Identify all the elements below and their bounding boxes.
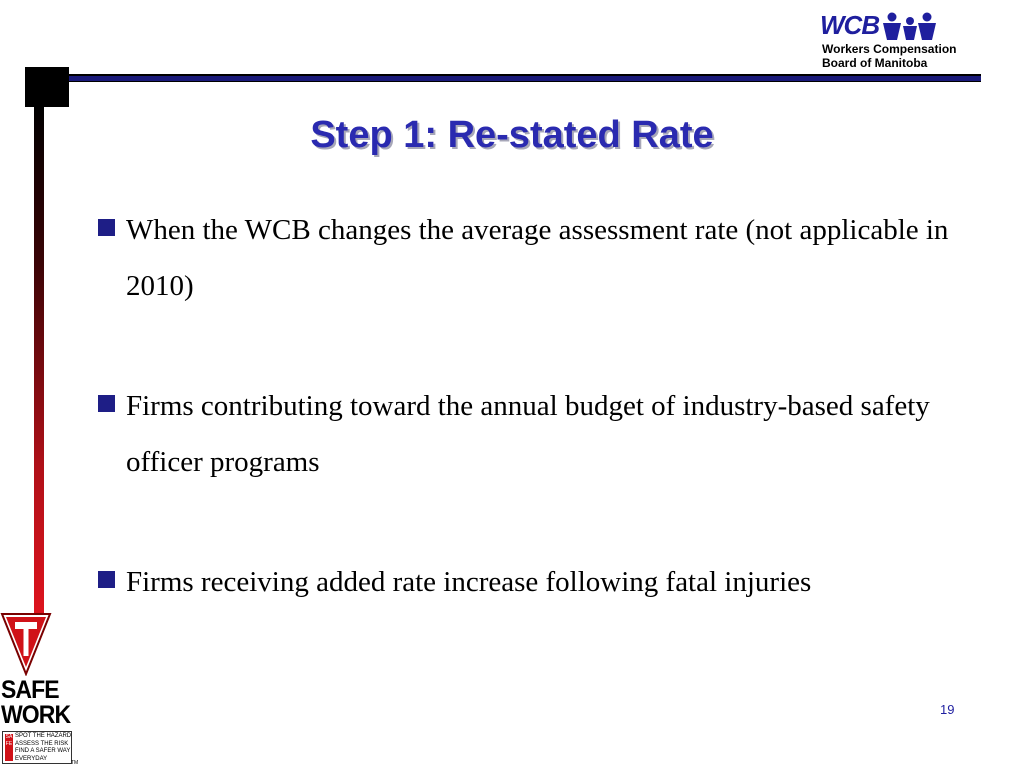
tagline-line: EVERYDAY xyxy=(15,755,48,762)
trademark-mark: TM xyxy=(71,760,79,766)
square-bullet-icon xyxy=(98,395,115,412)
corner-square xyxy=(25,67,69,107)
wcb-logo-mark: WCB xyxy=(820,10,880,40)
safe-work-word-safe: SAFE xyxy=(1,676,59,704)
top-rule xyxy=(69,74,981,82)
slide-title: Step 1: Re-stated Rate xyxy=(310,114,714,156)
tagline-line: SPOT THE HAZARD xyxy=(15,733,72,739)
hammer-triangle-icon xyxy=(0,612,52,676)
safe-work-tagline xyxy=(15,733,71,763)
bullet-item xyxy=(92,378,982,490)
bullet-item xyxy=(92,554,982,610)
bullet-text: Firms contributing toward the annual budget of industry-based safety officer programs xyxy=(126,390,930,478)
wcb-logo-line1: Workers Compensation xyxy=(822,42,957,56)
square-bullet-icon xyxy=(98,571,115,588)
safe-work-red-strip: SAFE xyxy=(5,734,13,761)
wcb-logo-line2: Board of Manitoba xyxy=(822,56,928,70)
wcb-people-icon xyxy=(880,12,940,42)
safe-work-word-work: WORK xyxy=(1,701,71,729)
bullet-item xyxy=(92,202,982,314)
square-bullet-icon xyxy=(98,219,115,236)
page-number: 19 xyxy=(940,702,955,717)
left-gradient-bar xyxy=(34,107,44,622)
safe-work-tagline-box xyxy=(2,731,72,764)
bullet-text: When the WCB changes the average assessment rate (not applicable in 2010) xyxy=(126,214,949,302)
bullet-text: Firms receiving added rate increase following fatal injuries xyxy=(126,566,812,598)
wcb-logo xyxy=(820,10,980,72)
bullet-list xyxy=(92,202,982,610)
tagline-line: ASSESS THE RISK xyxy=(15,740,69,747)
tagline-line: FIND A SAFER WAY xyxy=(15,748,71,754)
safe-work-logo xyxy=(0,612,80,768)
